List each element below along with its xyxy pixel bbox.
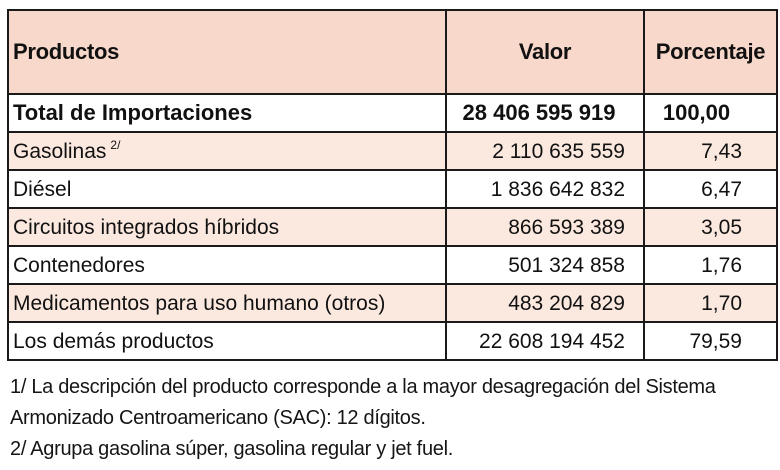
product-name: Medicamentos para uso humano (otros) xyxy=(8,284,446,322)
table-body xyxy=(8,94,777,360)
product-value: 483 204 829 xyxy=(446,284,644,322)
product-label: Gasolinas xyxy=(13,139,107,163)
table-row xyxy=(8,132,777,170)
header-row xyxy=(8,10,777,94)
product-percentage: 3,05 xyxy=(644,208,777,246)
product-value: 866 593 389 xyxy=(446,208,644,246)
product-percentage: 1,76 xyxy=(644,246,777,284)
footnote-1-line-2: Armonizado Centroamericano (SAC): 12 dígitos. xyxy=(10,407,426,429)
footnote-2: 2/ Agrupa gasolina súper, gasolina regular y jet fuel. xyxy=(10,438,453,460)
imports-table xyxy=(7,9,778,361)
header-value: Valor xyxy=(446,10,644,94)
product-percentage: 79,59 xyxy=(644,322,777,360)
footnotes xyxy=(10,372,775,465)
total-percentage: 100,00 xyxy=(644,94,777,132)
product-value: 1 836 642 832 xyxy=(446,170,644,208)
header-percentage: Porcentaje xyxy=(644,10,777,94)
table-row xyxy=(8,246,777,284)
total-value: 28 406 595 919 xyxy=(446,94,644,132)
table-row xyxy=(8,284,777,322)
product-percentage: 6,47 xyxy=(644,170,777,208)
footnote-ref: 2/ xyxy=(110,137,121,152)
product-name: Contenedores xyxy=(8,246,446,284)
product-value: 22 608 194 452 xyxy=(446,322,644,360)
header-products: Productos xyxy=(8,10,446,94)
imports-table-container xyxy=(7,9,776,361)
product-name: Circuitos integrados híbridos xyxy=(8,208,446,246)
product-percentage: 1,70 xyxy=(644,284,777,322)
product-percentage: 7,43 xyxy=(644,132,777,170)
total-row xyxy=(8,94,777,132)
product-value: 501 324 858 xyxy=(446,246,644,284)
table-row xyxy=(8,322,777,360)
product-name: Diésel xyxy=(8,170,446,208)
product-name xyxy=(8,132,446,170)
table-header xyxy=(8,10,777,94)
footnote-1-line-1: 1/ La descripción del producto corresponde a la mayor desagregación del Sistema xyxy=(10,376,716,398)
table-row xyxy=(8,208,777,246)
product-name: Los demás productos xyxy=(8,322,446,360)
total-label: Total de Importaciones xyxy=(8,94,446,132)
product-value: 2 110 635 559 xyxy=(446,132,644,170)
table-row xyxy=(8,170,777,208)
